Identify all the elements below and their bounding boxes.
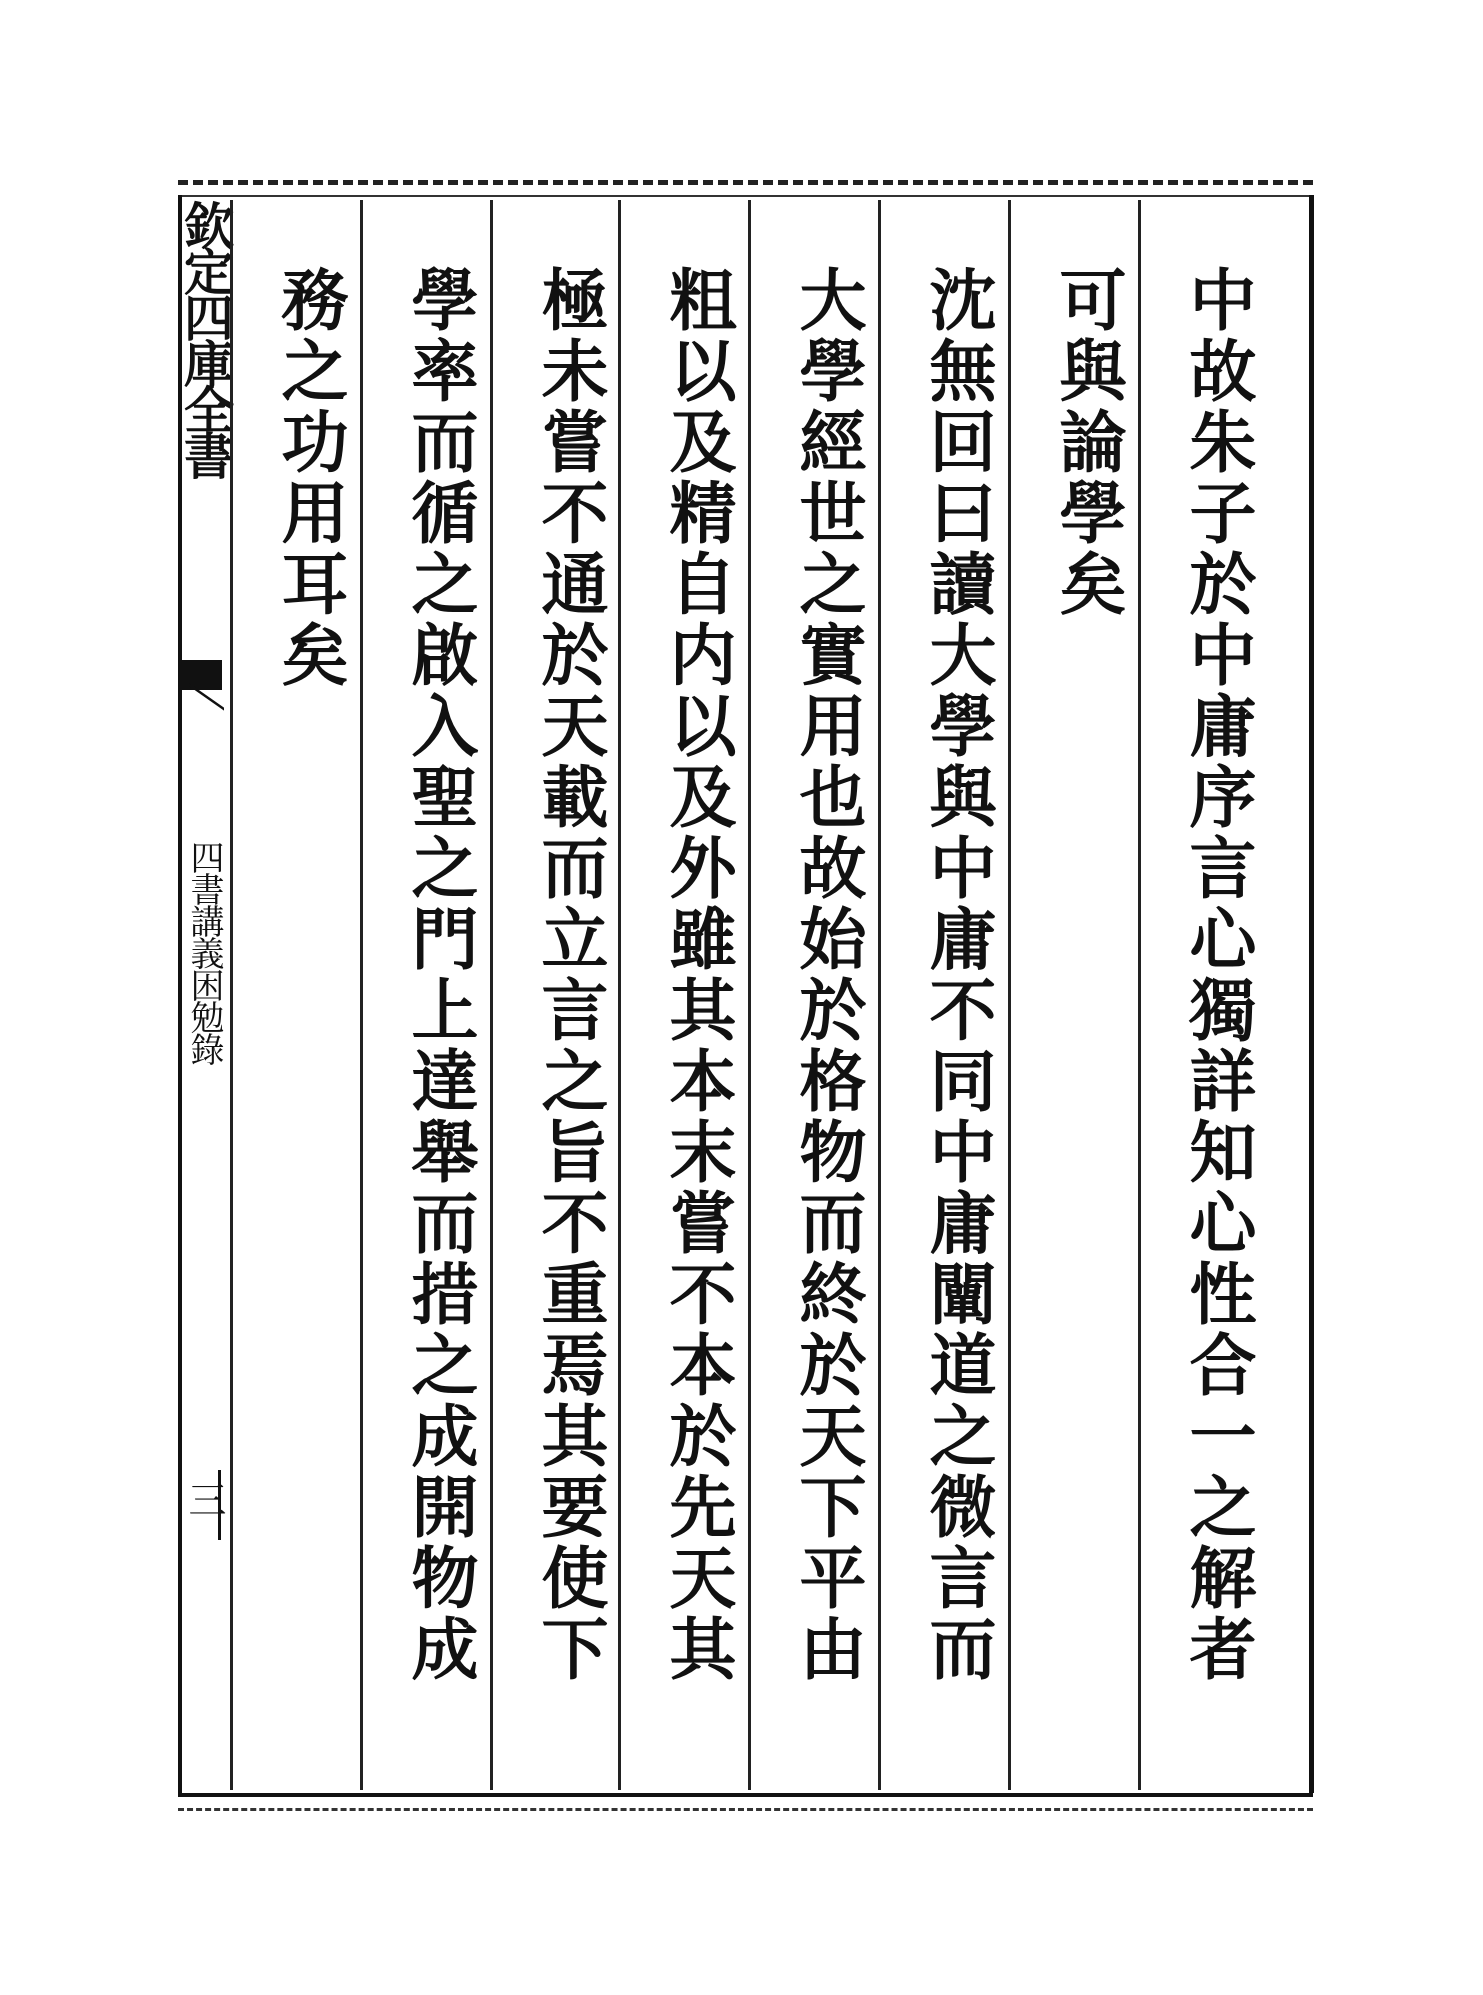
text-column-8: 務之功用耳矣 (271, 265, 350, 691)
margin-page-rule (218, 1470, 221, 1540)
page-rule-top (178, 180, 1313, 185)
text-column-4: 大學經世之實用也故始於格物而終於天下平由 (789, 265, 868, 1685)
text-column-3: 沈無回曰讀大學與中庸不同中庸闡道之微言而 (919, 265, 998, 1685)
text-column-5: 粗以及精自内以及外雖其本末嘗不本於先天其 (659, 265, 738, 1685)
text-column-2: 可與論學矣 (1049, 265, 1128, 620)
text-column-1: 中故朱子於中庸序言心獨詳知心性合一之解者 (1179, 265, 1258, 1685)
column-separator (230, 200, 233, 1790)
text-column-7: 學率而循之啟入聖之門上達舉而措之成開物成 (401, 265, 480, 1685)
margin-page-number: 三 (182, 1480, 226, 1518)
page-rule-bottom (178, 1793, 1313, 1797)
margin-book-title: 四書講義困勉錄 (184, 840, 224, 1064)
page-rule-bottom-outer (178, 1808, 1313, 1811)
text-column-6: 極未嘗不通於天載而立言之旨不重焉其要使下 (531, 265, 610, 1685)
margin-series-title: 欽定四庫全書 (176, 200, 235, 476)
